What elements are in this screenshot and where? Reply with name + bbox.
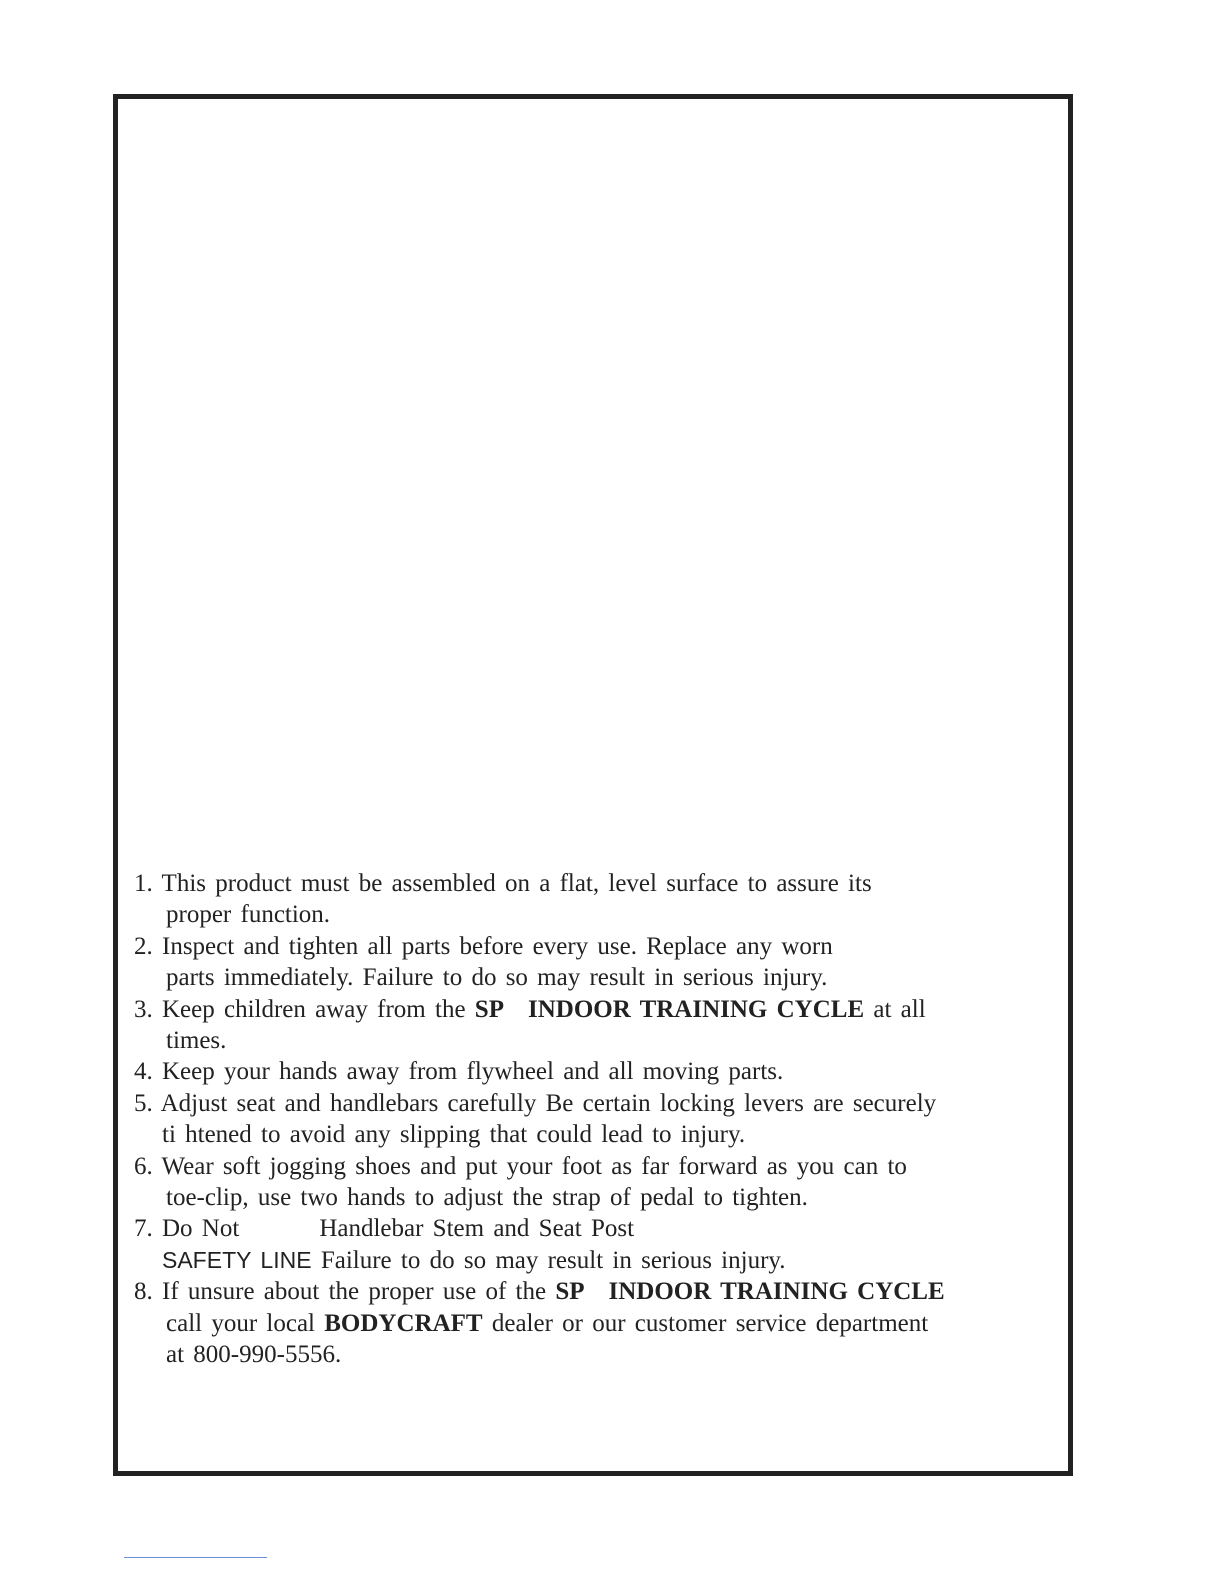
instruction-item-6 (134, 1151, 1034, 1214)
product-name-cycle: INDOOR TRAINING CYCLE (527, 995, 865, 1023)
instruction-item-5 (134, 1088, 1034, 1151)
instruction-5-line-1: 5. Adjust seat and handlebars carefully Be certain locking levers are securely (134, 1089, 937, 1117)
footer-rule (124, 1557, 267, 1558)
safety-instructions-list (134, 868, 1034, 1371)
instruction-4-line-1: 4. Keep your hands away from flywheel and all moving parts. (134, 1058, 784, 1086)
brand-name: BODYCRAFT (324, 1309, 483, 1337)
instruction-6-line-1: 6. Wear soft jogging shoes and put your foot as far forward as you can to (134, 1152, 907, 1180)
instruction-8-line-2-prefix: call your local (166, 1309, 315, 1337)
instruction-6-line-2: toe-clip, use two hands to adjust the strap of pedal to tighten. (166, 1184, 808, 1212)
product-name-cycle-2: INDOOR TRAINING CYCLE (608, 1278, 945, 1306)
instruction-3-line-2: times. (166, 1027, 227, 1055)
instruction-3-suffix: at all (873, 995, 926, 1023)
instruction-8-line-1 (134, 1276, 1034, 1307)
instruction-1-line-2: proper function. (166, 901, 331, 929)
instruction-3-line-1 (134, 994, 1034, 1025)
instruction-8-prefix: 8. If unsure about the proper use of the (134, 1278, 547, 1306)
instruction-item-8 (134, 1276, 1034, 1370)
instruction-item-3 (134, 994, 1034, 1057)
instruction-7-prefix: 7. Do Not (134, 1215, 240, 1243)
safety-line-label: SAFETY LINE (162, 1246, 312, 1273)
instruction-2-line-1: 2. Inspect and tighten all parts before every use. Replace any worn (134, 932, 833, 960)
product-name-sp: SP (474, 995, 504, 1023)
instruction-8-line-2-middle: dealer or our customer (491, 1309, 727, 1337)
instruction-7-line-2-text: Failure to do so may result in serious injury. (320, 1246, 786, 1274)
instruction-item-7 (134, 1213, 1034, 1276)
instruction-7-line-1 (134, 1213, 1034, 1244)
instruction-8-line-2 (134, 1308, 1034, 1339)
instruction-3-prefix: 3. Keep children away from the (134, 995, 466, 1023)
instruction-8-line-2-suffix: service department (735, 1309, 929, 1337)
instruction-1-line-1: 1. This product must be assembled on a flat, level surface to assure its (134, 870, 872, 897)
instruction-item-2 (134, 931, 1034, 994)
instruction-8-line-3: at 800-990-5556. (166, 1341, 342, 1369)
instruction-5-line-2: ti htened to avoid any slipping that could lead to injury. (162, 1121, 746, 1149)
instruction-7-line-2 (134, 1245, 1034, 1276)
instruction-2-line-2: parts immediately. Failure to do so may result in serious injury. (166, 964, 828, 992)
product-name-sp-2: SP (555, 1278, 585, 1306)
instruction-item-1 (134, 868, 1034, 931)
instruction-7-middle: Handlebar Stem and Seat Post (319, 1215, 635, 1243)
instruction-item-4 (134, 1056, 1034, 1087)
